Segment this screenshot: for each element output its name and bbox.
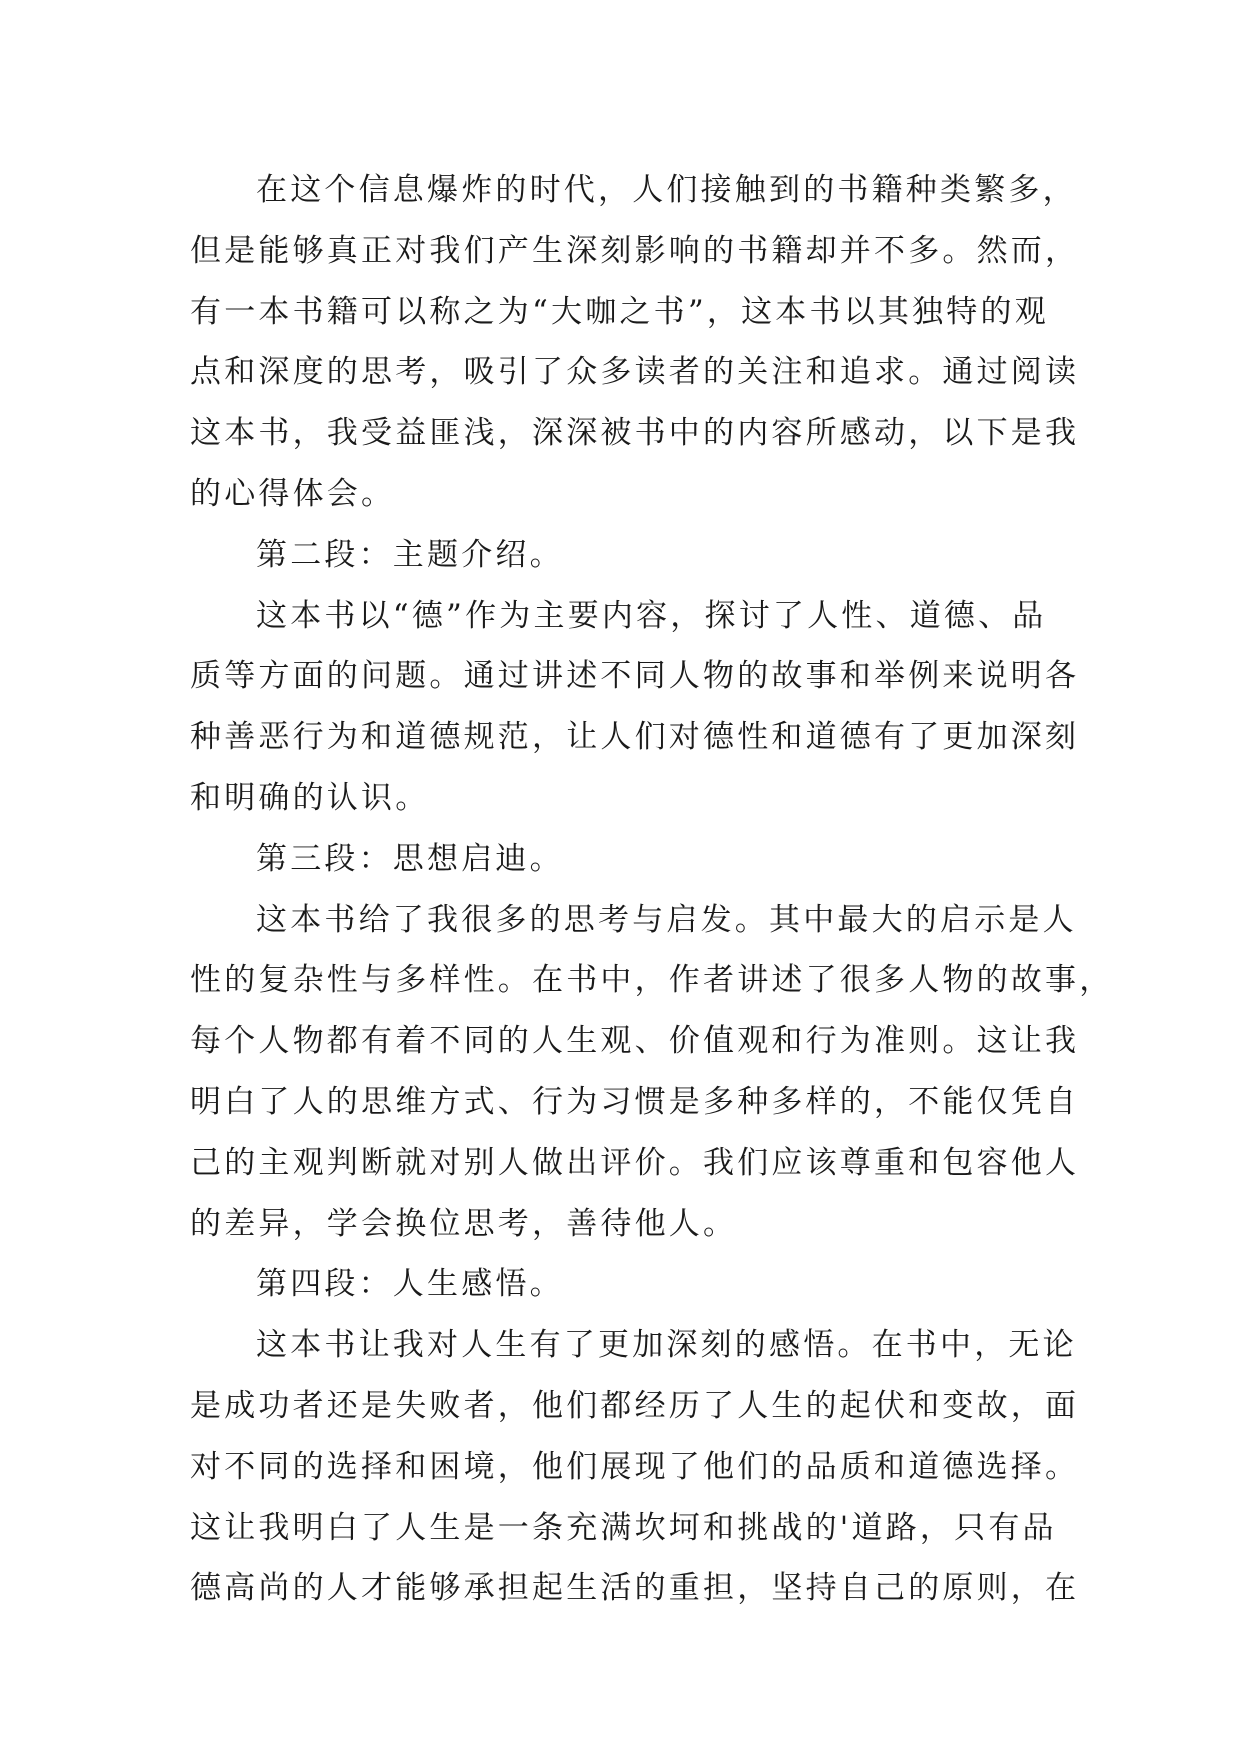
text-line: 和明确的认识。 — [190, 779, 430, 816]
text-line: 这本书，我受益匪浅，深深被书中的内容所感动，以下是我 — [190, 415, 1080, 452]
text-line: 是成功者还是失败者，他们都经历了人生的起伏和变故，面 — [190, 1387, 1080, 1424]
paragraph-life-insight — [190, 1315, 1080, 1619]
section-heading: 第四段：人生感悟。 — [256, 1266, 564, 1303]
section-heading: 第二段：主题介绍。 — [256, 536, 564, 573]
text-line: 明白了人的思维方式、行为习惯是多种多样的，不能仅凭自 — [190, 1083, 1080, 1120]
text-line: 点和深度的思考，吸引了众多读者的关注和追求。通过阅读 — [190, 354, 1080, 391]
section-heading-3 — [190, 829, 1060, 890]
text-line: 有一本书籍可以称之为“大咖之书”，这本书以其独特的观 — [190, 293, 1049, 330]
text-line: 性的复杂性与多样性。在书中，作者讲述了很多人物的故事， — [190, 962, 1114, 999]
text-line: 这让我明白了人生是一条充满坎坷和挑战的'道路，只有品 — [190, 1509, 1057, 1546]
text-line: 对不同的选择和困境，他们展现了他们的品质和道德选择。 — [190, 1448, 1080, 1485]
text-line: 在这个信息爆炸的时代，人们接触到的书籍种类繁多， — [256, 172, 1077, 208]
text-line: 德高尚的人才能够承担起生活的重担，坚持自己的原则，在 — [190, 1570, 1080, 1607]
text-line: 己的主观判断就对别人做出评价。我们应该尊重和包容他人 — [190, 1144, 1080, 1181]
text-line: 每个人物都有着不同的人生观、价值观和行为准则。这让我 — [190, 1023, 1080, 1060]
text-line: 这本书让我对人生有了更加深刻的感悟。在书中，无论 — [256, 1327, 1077, 1364]
paragraph-theme — [190, 586, 1080, 829]
text-line: 这本书以“德”作为主要内容，探讨了人性、道德、品 — [256, 597, 1047, 634]
paragraph-inspiration — [190, 890, 1114, 1255]
section-heading-2 — [190, 525, 1060, 586]
text-line: 但是能够真正对我们产生深刻影响的书籍却并不多。然而， — [190, 232, 1080, 269]
section-heading-4 — [190, 1254, 1060, 1315]
text-line: 种善恶行为和道德规范，让人们对德性和道德有了更加深刻 — [190, 719, 1080, 756]
text-line: 的差异，学会换位思考，善待他人。 — [190, 1205, 738, 1242]
text-line: 这本书给了我很多的思考与启发。其中最大的启示是人 — [256, 901, 1077, 938]
text-line: 的心得体会。 — [190, 475, 396, 512]
section-heading: 第三段：思想启迪。 — [256, 840, 564, 877]
document-body — [190, 160, 1114, 1619]
paragraph-intro — [190, 160, 1080, 525]
text-line: 质等方面的问题。通过讲述不同人物的故事和举例来说明各 — [190, 658, 1080, 695]
